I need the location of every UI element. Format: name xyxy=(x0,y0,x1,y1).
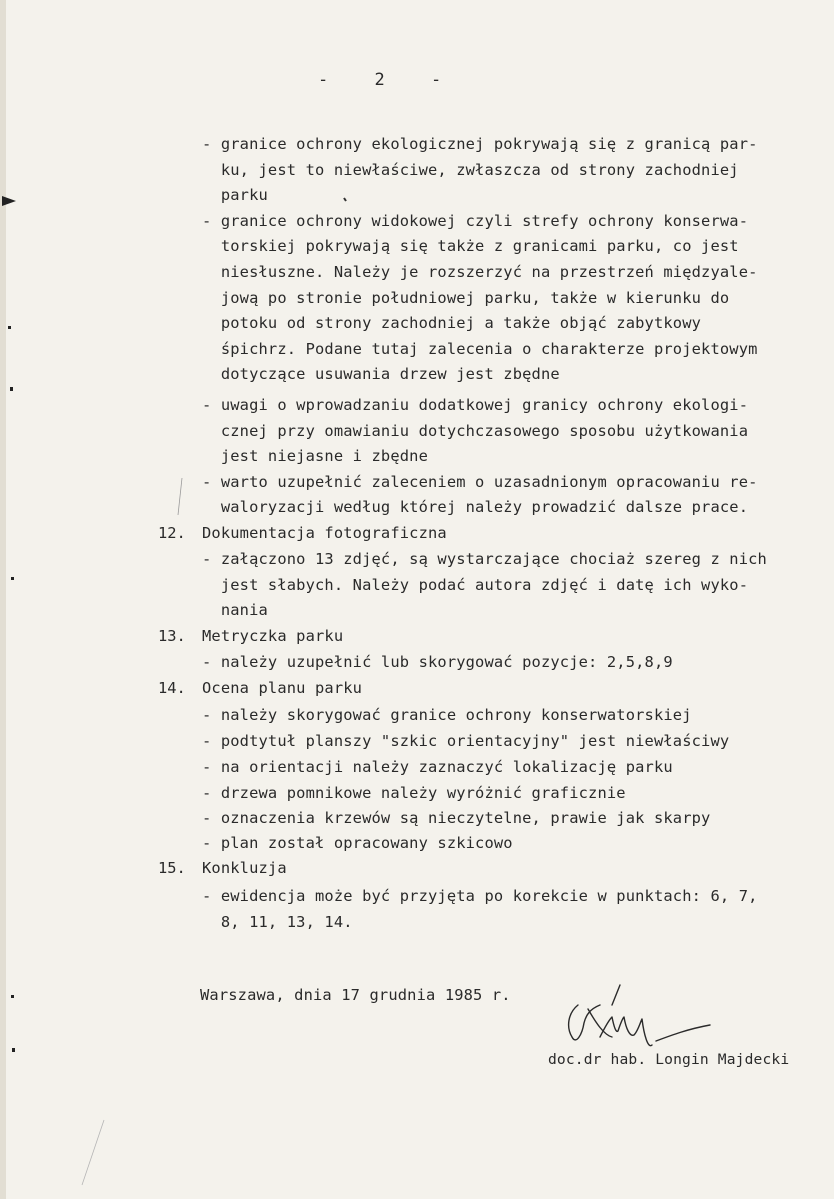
section-line: - ewidencja może być przyjęta po korekcie w punktach: 6, 7, xyxy=(202,887,758,905)
section-title: Metryczka parku xyxy=(202,627,344,645)
section-line: - drzewa pomnikowe należy wyróżnić graficznie xyxy=(202,784,626,802)
body-line: waloryzacji według której należy prowadzić dalsze prace. xyxy=(202,498,749,516)
body-line: dotyczące usuwania drzew jest zbędne xyxy=(202,365,560,383)
body-line: śpichrz. Podane tutaj zalecenia o charakterze projektowym xyxy=(202,340,758,358)
body-line: ku, jest to niewłaściwe, zwłaszcza od strony zachodniej xyxy=(202,161,739,179)
body-line: - warto uzupełnić zaleceniem o uzasadnionym opracowaniu re- xyxy=(202,473,758,491)
body-line: - granice ochrony widokowej czyli strefy ochrony konserwa- xyxy=(202,212,749,230)
body-line: cznej przy omawianiu dotychczasowego sposobu użytkowania xyxy=(202,422,749,440)
section-number: 14. xyxy=(158,679,186,697)
section-line: - podtytuł planszy "szkic orientacyjny" jest niewłaściwy xyxy=(202,732,730,750)
page-edge xyxy=(0,0,6,1199)
place-date: Warszawa, dnia 17 grudnia 1985 r. xyxy=(200,986,511,1004)
section-line: nania xyxy=(202,601,268,619)
section-number: 13. xyxy=(158,627,186,645)
body-line: torskiej pokrywają się także z granicami parku, co jest xyxy=(202,237,739,255)
margin-dot xyxy=(11,577,14,580)
section-line: jest słabych. Należy podać autora zdjęć i datę ich wyko- xyxy=(202,576,749,594)
body-line: - uwagi o wprowadzaniu dodatkowej granicy ochrony ekologi- xyxy=(202,396,749,414)
body-line: - granice ochrony ekologicznej pokrywają się z granicą par- xyxy=(202,135,758,153)
margin-dot xyxy=(10,387,13,391)
section-number: 15. xyxy=(158,859,186,877)
section-title: Dokumentacja fotograficzna xyxy=(202,524,447,542)
body-line: jową po stronie południowej parku, także w kierunku do xyxy=(202,289,730,307)
margin-dot xyxy=(11,995,14,998)
body-line: jest niejasne i zbędne xyxy=(202,447,428,465)
section-line: - należy uzupełnić lub skorygować pozycje: 2,5,8,9 xyxy=(202,653,673,671)
section-line: - oznaczenia krzewów są nieczytelne, prawie jak skarpy xyxy=(202,809,711,827)
section-line: - należy skorygować granice ochrony konserwatorskiej xyxy=(202,706,692,724)
section-line: - plan został opracowany szkicowo xyxy=(202,834,513,852)
signatory-name: doc.dr hab. Longin Majdecki xyxy=(548,1051,790,1068)
margin-mark xyxy=(2,196,16,206)
body-line: parku xyxy=(202,186,268,204)
handwritten-signature xyxy=(560,975,720,1050)
margin-dot xyxy=(8,326,11,329)
margin-dot xyxy=(12,1048,15,1052)
body-line: potoku od strony zachodniej a także objąć zabytkowy xyxy=(202,314,702,332)
body-line: niesłuszne. Należy je rozszerzyć na przestrzeń międzyale- xyxy=(202,263,758,281)
section-number: 12. xyxy=(158,524,186,542)
section-line: 8, 11, 13, 14. xyxy=(202,913,353,931)
section-line: - na orientacji należy zaznaczyć lokalizację parku xyxy=(202,758,673,776)
section-title: Ocena planu parku xyxy=(202,679,363,697)
section-line: - załączono 13 zdjęć, są wystarczające chociaż szereg z nich xyxy=(202,550,767,568)
section-title: Konkluzja xyxy=(202,859,287,877)
page-number: - 2 - xyxy=(318,70,460,90)
